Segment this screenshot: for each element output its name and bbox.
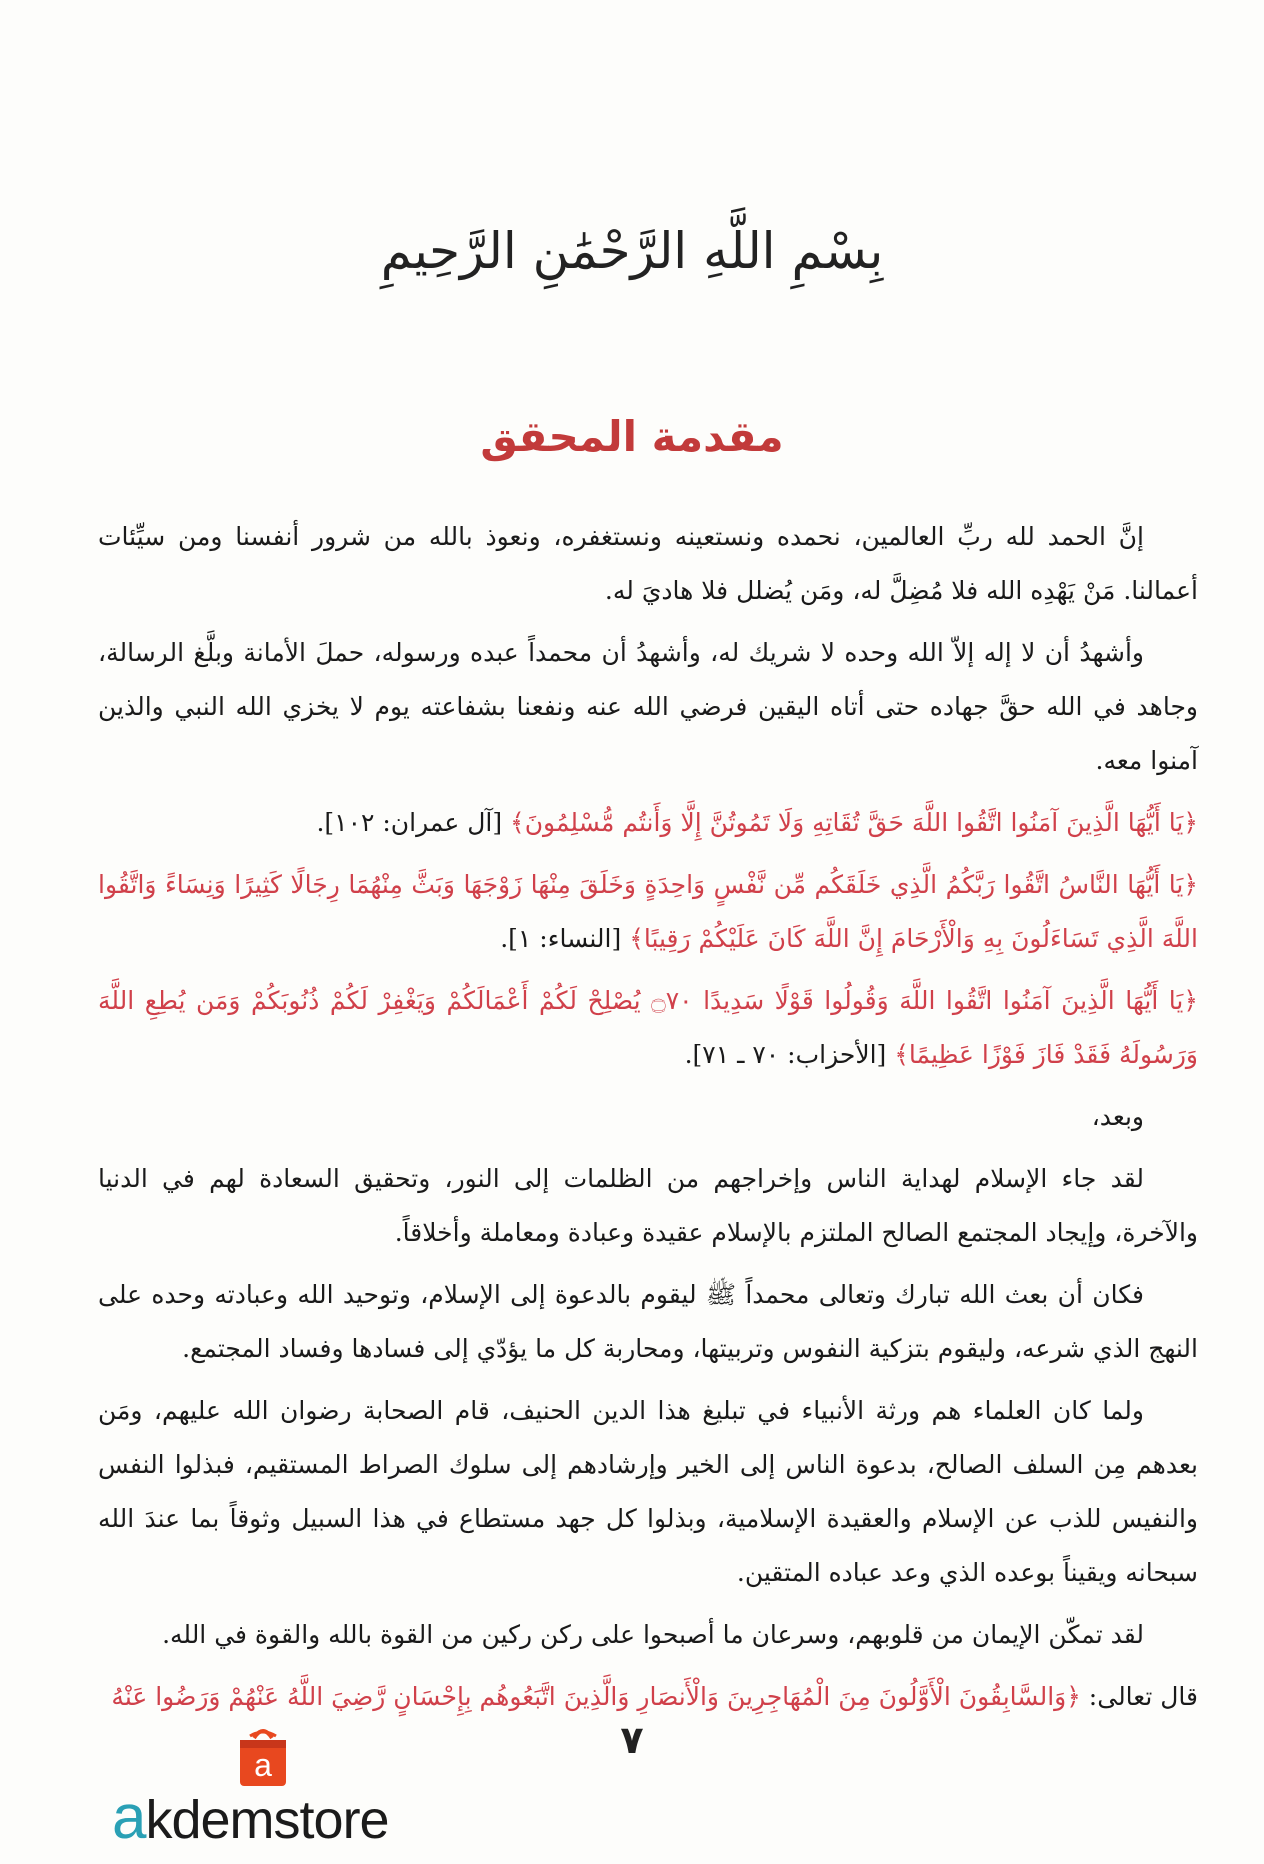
body-text — [98, 510, 1198, 1732]
brand-a: a — [112, 1783, 146, 1852]
quran-verse: ﴿يَا أَيُّهَا النَّاسُ اتَّقُوا رَبَّكُمُ الَّذِي خَلَقَكُم مِّن نَّفْسٍ وَاحِدَةٍ وَخَلَقَ مِنْهَا زَوْجَهَا وَبَثَّ مِنْهُمَا رِجَالًا كَثِيرًا وَنِسَاءً وَاتَّقُوا اللَّهَ الَّذِي تَسَاءَلُونَ بِهِ وَالْأَرْحَامَ إِنَّ اللَّهَ كَانَ عَلَيْكُمْ رَقِيبًا﴾ — [98, 870, 1198, 953]
paragraph: إنَّ الحمد لله ربِّ العالمين، نحمده ونستعينه ونستغفره، ونعوذ بالله من شرور أنفسنا ومن سيِّئات أعمالنا. مَنْ يَهْدِه الله فلا مُضِلَّ له، ومَن يُضلل فلا هاديَ له. — [98, 522, 1198, 605]
brand-name — [112, 1782, 389, 1853]
quran-quote — [98, 974, 1198, 1082]
page-number: ٧ — [620, 1718, 644, 1762]
logo-icon-letter: a — [254, 1747, 272, 1783]
gift-bag-icon — [232, 1724, 294, 1790]
paragraph: وبعد، — [1091, 1102, 1144, 1131]
paragraph: لقد تمكّن الإيمان من قلوبهم، وسرعان ما أصبحوا على ركن ركين من القوة بالله والقوة في الله. — [162, 1620, 1144, 1649]
quran-verse: ﴿وَالسَّابِقُونَ الْأَوَّلُونَ مِنَ الْمُهَاجِرِينَ وَالْأَنصَارِ وَالَّذِينَ اتَّبَعُوهُم بِإِحْسَانٍ رَّضِيَ اللَّهُ عَنْهُمْ وَرَضُوا عَنْهُ — [111, 1682, 1081, 1711]
verse-reference: [النساء: ١]. — [500, 924, 622, 953]
verse-reference: [آل عمران: ١٠٢]. — [316, 808, 503, 837]
watermark-logo — [112, 1724, 412, 1852]
paragraph: ولما كان العلماء هم ورثة الأنبياء في تبليغ هذا الدين الحنيف، قام الصحابة رضوان الله عليهم، ومَن بعدهم مِن السلف الصالح، بدعوة الناس إلى الخير وإرشادهم إلى سلوك الصراط المستقيم، فبذلوا النفس والنفيس للذب عن الإسلام والعقيدة الإسلامية، وبذلوا كل جهد مستطاع في هذا السبيل وثوقاً بما عندَ الله سبحانه ويقيناً بوعده الذي وعد عباده المتقين. — [98, 1396, 1198, 1587]
quran-quote — [98, 858, 1198, 966]
quran-verse: ﴿يَا أَيُّهَا الَّذِينَ آمَنُوا اتَّقُوا اللَّهَ وَقُولُوا قَوْلًا سَدِيدًا ۝٧٠ يُصْلِحْ لَكُمْ أَعْمَالَكُمْ وَيَغْفِرْ لَكُمْ ذُنُوبَكُمْ وَمَن يُطِعِ اللَّهَ وَرَسُولَهُ فَقَدْ فَازَ فَوْزًا عَظِيمًا﴾ — [98, 986, 1198, 1069]
quran-quote — [98, 1670, 1198, 1724]
paragraph: وأشهدُ أن لا إله إلاّ الله وحده لا شريك له، وأشهدُ أن محمداً عبده ورسوله، حملَ الأمانة وبلَّغ الرسالة، وجاهد في الله حقَّ جهاده حتى أتاه اليقين فرضي الله عنه ونفعنا بشفاعته يوم لا يخزي الله النبي والذين آمنوا معه. — [98, 638, 1198, 775]
paragraph: فكان أن بعث الله تبارك وتعالى محمداً ﷺ ليقوم بالدعوة إلى الإسلام، وتوحيد الله وعبادته وحده على النهج الذي شرعه، وليقوم بتزكية النفوس وتربيتها، ومحاربة كل ما يؤدّي إلى فسادها وفساد المجتمع. — [98, 1280, 1198, 1363]
verse-reference: [الأحزاب: ٧٠ ـ ٧١]. — [684, 1040, 887, 1069]
brand-rest: kdemstore — [145, 1790, 389, 1850]
quran-quote — [98, 796, 1198, 850]
quran-verse: ﴿يَا أَيُّهَا الَّذِينَ آمَنُوا اتَّقُوا اللَّهَ حَقَّ تُقَاتِهِ وَلَا تَمُوتُنَّ إِلَّا وَأَنتُم مُّسْلِمُونَ﴾ — [510, 808, 1198, 837]
basmala: بِسْمِ اللَّهِ الرَّحْمَٰنِ الرَّحِيمِ — [380, 222, 884, 280]
page-title: مقدمة المحقق — [480, 412, 784, 461]
paragraph: لقد جاء الإسلام لهداية الناس وإخراجهم من الظلمات إلى النور، وتحقيق السعادة لهم في الدنيا والآخرة، وإيجاد المجتمع الصالح الملتزم بالإسلام عقيدة وعبادة ومعاملة وأخلاقاً. — [98, 1164, 1198, 1247]
quote-lead: قال تعالى: — [1080, 1682, 1198, 1711]
